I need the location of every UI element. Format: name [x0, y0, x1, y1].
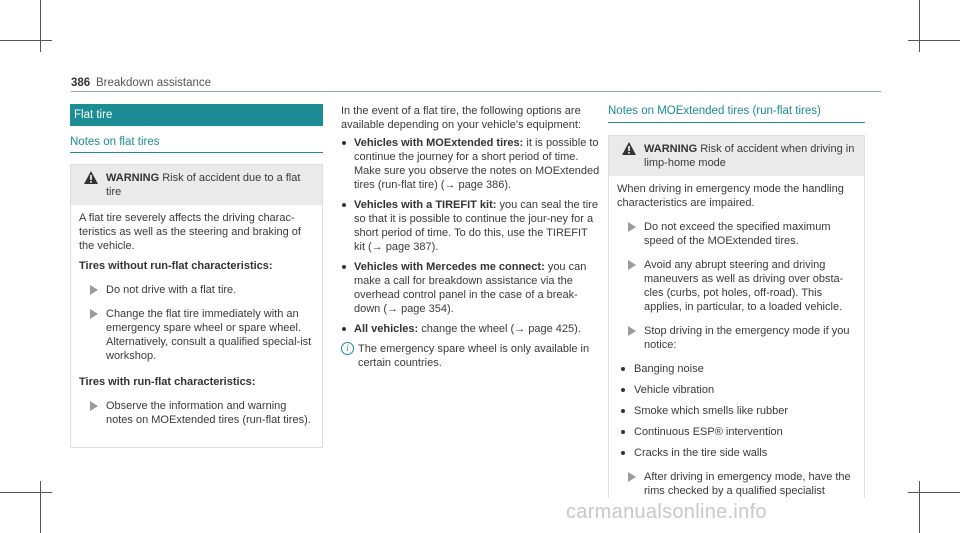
step: After driving in emergency mode, have the rims checked by a qualified specialist	[617, 470, 856, 498]
crop-mark	[0, 40, 52, 41]
list-item: All vehicles: change the wheel (→ page 425).	[341, 322, 601, 336]
subheading-flat-tires: Notes on flat tires	[70, 135, 323, 153]
bullet-icon	[621, 367, 625, 371]
warning-header	[609, 136, 864, 176]
left-column	[70, 104, 323, 448]
step: Stop driving in the emergency mode if you notice:	[617, 324, 856, 352]
list-item: Cracks in the tire side walls	[617, 446, 856, 460]
crop-mark	[908, 40, 960, 41]
step-arrow-icon	[628, 326, 636, 336]
middle-column	[341, 104, 601, 370]
crop-mark	[908, 492, 960, 493]
warning-text: Risk of accident due to a flat tire	[106, 172, 301, 198]
bullet-icon	[342, 203, 346, 207]
subheading-moextended: Notes on MOExtended tires (run-flat tires)	[608, 104, 865, 123]
list-item: Banging noise	[617, 362, 856, 376]
page-section-title: Breakdown assistance	[96, 77, 212, 89]
heading-without-runflat: Tires without run-flat characteristics:	[79, 260, 273, 272]
step-arrow-icon	[90, 309, 98, 319]
bullet-icon	[621, 388, 625, 392]
step-arrow-icon	[90, 401, 98, 411]
step: Observe the information and warning notes on MOExtended tires (run-flat tires).	[79, 399, 314, 427]
step-arrow-icon	[628, 260, 636, 270]
warning-intro: When driving in emergency mode the handling characteristics are impaired.	[617, 183, 844, 209]
right-column	[608, 104, 865, 498]
step: Do not exceed the specified maximum speed of the MOExtended tires.	[617, 220, 856, 248]
page-number: 386	[71, 77, 91, 89]
warning-label: WARNING	[106, 172, 160, 184]
crop-mark	[40, 481, 41, 533]
info-icon: i	[341, 342, 354, 355]
bullet-icon	[342, 265, 346, 269]
list-item: Continuous ESP® intervention	[617, 425, 856, 439]
step: Avoid any abrupt steering and driving maneuvers as well as driving over obsta-cles (curbs, pot holes, off-road). This applies, in particular, to a loaded vehicle.	[617, 258, 856, 314]
warning-header	[71, 165, 322, 205]
bullet-icon	[621, 451, 625, 455]
bullet-icon	[342, 141, 346, 145]
options-intro: In the event of a flat tire, the following options are available depending on your vehicle's equipment:	[341, 105, 581, 131]
crop-mark	[919, 0, 920, 52]
section-title: Flat tire	[70, 104, 323, 126]
heading-with-runflat: Tires with run-flat characteristics:	[79, 376, 256, 388]
watermark: carmanualsonline.info	[566, 501, 767, 523]
list-item: Vehicles with Mercedes me connect: you can make a call for breakdown assistance via the overhead control panel in the case of a break-down (→ page 354).	[341, 260, 601, 316]
header-divider	[71, 91, 881, 92]
warning-box	[70, 164, 323, 448]
list-item: Vehicles with a TIREFIT kit: you can seal the tire so that it is possible to continue the jour-ney for a short period of time. To do this, use the TIREFIT kit (→ page 387).	[341, 198, 601, 254]
warning-box	[608, 135, 865, 498]
bullet-icon	[621, 430, 625, 434]
warning-intro: A flat tire severely affects the driving charac-teristics as well as the steering and braking of the vehicle.	[79, 212, 301, 252]
note: i The emergency spare wheel is only available in certain countries.	[341, 342, 601, 370]
list-item: Smoke which smells like rubber	[617, 404, 856, 418]
warning-icon	[84, 171, 98, 184]
warning-label: WARNING	[644, 143, 698, 155]
warning-icon	[622, 142, 636, 155]
crop-mark	[919, 481, 920, 533]
step: Change the flat tire immediately with an emergency spare wheel or spare wheel. Alternatively, consult a qualified special-ist workshop.	[79, 307, 314, 363]
list-item: Vehicles with MOExtended tires: it is possible to continue the journey for a short period of time. Make sure you observe the notes on MOExtended tires (run-flat tire) (→ page 386).	[341, 136, 601, 192]
crop-mark	[0, 492, 52, 493]
step-arrow-icon	[90, 285, 98, 295]
list-item: Vehicle vibration	[617, 383, 856, 397]
bullet-icon	[621, 409, 625, 413]
crop-mark	[40, 0, 41, 52]
step-arrow-icon	[628, 222, 636, 232]
step: Do not drive with a flat tire.	[79, 283, 314, 297]
step-arrow-icon	[628, 472, 636, 482]
bullet-icon	[342, 327, 346, 331]
warning-text: Risk of accident when driving in limp-home mode	[644, 143, 855, 169]
